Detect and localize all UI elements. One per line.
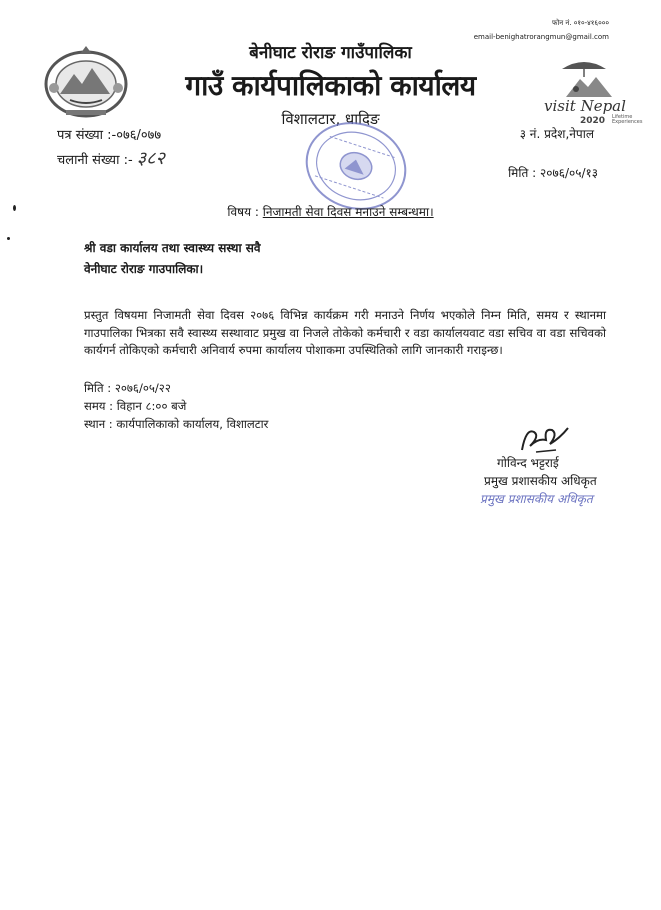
- municipality-name: बेनीघाट रोराङ गाउँपालिका: [249, 43, 412, 63]
- reference-number-label: पत्र संख्या :-: [57, 128, 117, 143]
- event-date: मिति : २०७६/०५/२२: [84, 381, 171, 395]
- email-address: email-benighatrorangmun@gmail.com: [473, 33, 609, 41]
- municipality-stamp-icon: [300, 116, 412, 216]
- dispatch-number-value: ३८२: [136, 148, 165, 169]
- visit-nepal-logo: [540, 55, 643, 135]
- signatory-stamp-title: प्रमुख प्रशासकीय अधिकृत: [480, 492, 593, 506]
- province-label: ३ नं. प्रदेश,नेपाल: [519, 127, 594, 141]
- letter-body: प्रस्तुत विषयमा निजामती सेवा दिवस २०७६ विभिन्न कार्यक्रम गरी मनाउने निर्णय भएकोले निम्न मिति, समय र स्थानमा गाउपालिका भित्रका सवै स्वास्थ्य सस्थावाट प्रमुख वा निजले तोकेको कर्मचारी र वडा कार्यालयवाट वडा सचिव वा वडा सचिवको कार्यगर्न तोकिएको कर्मचारी अनिवार्य रुपमा कार्यालय पोशाकमा उपस्थितिको लागि जानकारी गराइन्छ।: [84, 308, 606, 357]
- subject-text: निजामती सेवा दिवस मनाउने सम्बन्धमा।: [262, 205, 434, 219]
- reference-number: [57, 125, 161, 143]
- letter-date: मिति : २०७६/०५/१३: [508, 166, 598, 180]
- scan-speck: [7, 237, 10, 240]
- mountain-umbrella-icon: [540, 55, 635, 99]
- recipient-line-1: श्री वडा कार्यालय तथा स्वास्थ्य सस्था सवै: [84, 241, 261, 255]
- signatory-name: गोविन्द भट्टराई: [497, 456, 559, 470]
- visit-nepal-year: 2020: [580, 116, 606, 126]
- event-time: समय : विहान ८:०० बजे: [84, 399, 187, 413]
- scan-speck: [13, 205, 16, 211]
- letter-subject: [0, 203, 661, 220]
- office-address: विशालटार, धादिङ: [281, 110, 380, 128]
- dispatch-number-label: चलानी संख्या :-: [57, 153, 133, 168]
- recipient-line-2: वेनीघाट रोराङ गाउपालिका।: [84, 262, 204, 276]
- subject-label: विषय :: [227, 205, 259, 219]
- phone-number: फोन नं. ०१०-४१६०००: [552, 19, 609, 27]
- office-title: गाउँ कार्यपालिकाको कार्यालय: [185, 69, 476, 102]
- signatory-title: प्रमुख प्रशासकीय अधिकृत: [484, 474, 597, 488]
- reference-number-value: ०७६/०७७: [116, 128, 162, 143]
- visit-nepal-text: visit Nepal: [544, 97, 626, 115]
- visit-nepal-tagline: Lifetime Experiences: [612, 114, 643, 125]
- event-place: स्थान : कार्यपालिकाको कार्यालय, विशालटार: [84, 417, 269, 431]
- dispatch-number: [57, 146, 165, 170]
